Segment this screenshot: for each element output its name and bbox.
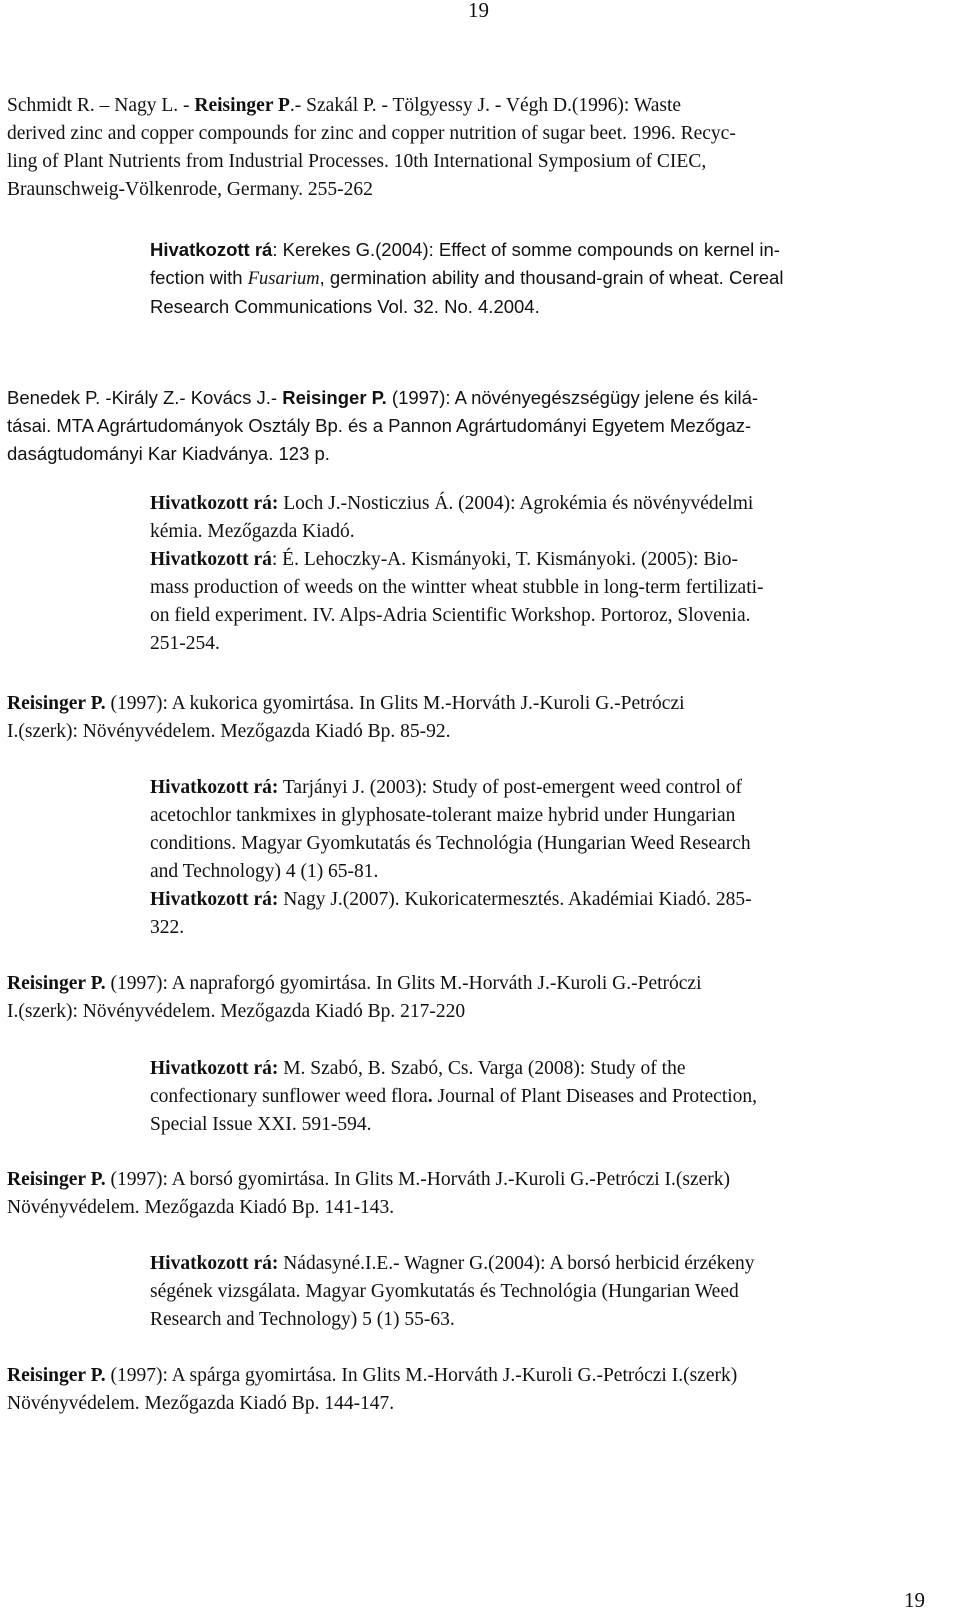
reference-kukorica-1997 <box>7 690 925 746</box>
citation-line: conditions. Magyar Gyomkutatás és Technológia (Hungarian Weed Research <box>150 833 751 854</box>
reference-line: Schmidt R. – Nagy L. - Reisinger P.- Szakál P. - Tölgyessy J. - Végh D.(1996): Waste <box>7 95 682 116</box>
citation-line: 322. <box>150 917 185 938</box>
citation-line: Special Issue XXI. 591-594. <box>150 1114 372 1135</box>
italic-term: Fusarium <box>247 269 320 289</box>
citation-line: Research and Technology) 5 (1) 55-63. <box>150 1309 455 1330</box>
citation-line: acetochlor tankmixes in glyphosate-tolerant maize hybrid under Hungarian <box>150 805 736 826</box>
reference-line: Növényvédelem. Mezőgazda Kiadó Bp. 144-147. <box>7 1393 395 1414</box>
citation-line: ségének vizsgálata. Magyar Gyomkutatás és Technológia (Hungarian Weed <box>150 1281 739 1302</box>
author-highlight: Reisinger P <box>194 95 290 116</box>
citation-loch-lehoczky <box>150 490 925 658</box>
citation-line: on field experiment. IV. Alps-Adria Scientific Workshop. Portoroz, Slovenia. <box>150 605 751 626</box>
reference-line: I.(szerk): Növényvédelem. Mezőgazda Kiadó Bp. 217-220 <box>7 1001 466 1022</box>
reference-line: Braunschweig-Völkenrode, Germany. 255-262 <box>7 179 373 200</box>
reference-line: Reisinger P. (1997): A kukorica gyomirtása. In Glits M.-Horváth J.-Kuroli G.-Petróczi <box>7 693 685 714</box>
cited-by-label: Hivatkozott rá: <box>150 1253 279 1274</box>
reference-napraforgo-1997 <box>7 970 925 1026</box>
reference-line: Reisinger P. (1997): A spárga gyomirtása. In Glits M.-Horváth J.-Kuroli G.-Petróczi I.(szerk) <box>7 1365 738 1386</box>
citation-line: fection with Fusarium, germination ability and thousand-grain of wheat. Cereal <box>150 267 784 289</box>
citation-line: Hivatkozott rá: Nádasyné.I.E.- Wagner G.(2004): A borsó herbicid érzékeny <box>150 1253 755 1274</box>
author-highlight: Reisinger P. <box>7 1365 106 1386</box>
citation-szabo-varga <box>150 1055 925 1139</box>
citation-line: mass production of weeds on the wintter wheat stubble in long-term fertilizati- <box>150 577 764 598</box>
reference-benedek-1997 <box>7 384 925 468</box>
reference-line: ling of Plant Nutrients from Industrial Processes. 10th International Symposium of CIEC, <box>7 151 707 172</box>
author-highlight: Reisinger P. <box>7 973 106 994</box>
citation-line: and Technology) 4 (1) 65-81. <box>150 861 379 882</box>
author-highlight: Reisinger P. <box>7 693 106 714</box>
citation-nadasyne-wagner <box>150 1250 925 1334</box>
page-number-top: 19 <box>468 0 489 22</box>
reference-line: Reisinger P. (1997): A borsó gyomirtása. In Glits M.-Horváth J.-Kuroli G.-Petróczi I.(szerk) <box>7 1169 731 1190</box>
cited-by-label: Hivatkozott rá <box>150 549 272 570</box>
author-highlight: Reisinger P. <box>282 387 387 408</box>
cited-by-label: Hivatkozott rá: <box>150 493 279 514</box>
author-highlight: Reisinger P. <box>7 1169 106 1190</box>
reference-line: Benedek P. -Király Z.- Kovács J.- Reisinger P. (1997): A növényegészségügy jelene és kilá- <box>7 387 759 408</box>
reference-schmidt-1996 <box>7 92 925 204</box>
cited-by-label: Hivatkozott rá: <box>150 889 279 910</box>
reference-line: daságtudományi Kar Kiadványa. 123 p. <box>7 443 330 464</box>
cited-by-label: Hivatkozott rá <box>150 239 273 260</box>
reference-line: tásai. MTA Agrártudományok Osztály Bp. és a Pannon Agrártudományi Egyetem Mezőgaz- <box>7 415 752 436</box>
citation-line: Hivatkozott rá: M. Szabó, B. Szabó, Cs. Varga (2008): Study of the <box>150 1058 686 1079</box>
citation-line: Hivatkozott rá: Kerekes G.(2004): Effect of somme compounds on kernel in- <box>150 239 780 260</box>
citation-line: Research Communications Vol. 32. No. 4.2004. <box>150 296 540 317</box>
citation-line: Hivatkozott rá: Tarjányi J. (2003): Study of post-emergent weed control of <box>150 777 742 798</box>
reference-line: I.(szerk): Növényvédelem. Mezőgazda Kiadó Bp. 85-92. <box>7 721 451 742</box>
cited-by-label: Hivatkozott rá: <box>150 777 279 798</box>
cited-by-label: Hivatkozott rá: <box>150 1058 279 1079</box>
citation-line: Hivatkozott rá: É. Lehoczky-A. Kismányoki, T. Kismányoki. (2005): Bio- <box>150 549 738 570</box>
reference-borso-1997 <box>7 1166 925 1222</box>
reference-line: Növényvédelem. Mezőgazda Kiadó Bp. 141-143. <box>7 1197 395 1218</box>
citation-line: 251-254. <box>150 633 220 654</box>
citation-line: kémia. Mezőgazda Kiadó. <box>150 521 355 542</box>
reference-line: derived zinc and copper compounds for zinc and copper nutrition of sugar beet. 1996. Recyc- <box>7 123 736 144</box>
page-number-bottom: 19 <box>904 1588 925 1612</box>
citation-kerekes-2004 <box>150 236 925 321</box>
citation-tarjanyi-nagy <box>150 774 925 942</box>
reference-sparga-1997 <box>7 1362 925 1418</box>
citation-line: Hivatkozott rá: Loch J.-Nosticzius Á. (2004): Agrokémia és növényvédelmi <box>150 493 754 514</box>
citation-line: confectionary sunflower weed flora. Journal of Plant Diseases and Protection, <box>150 1086 758 1107</box>
citation-line: Hivatkozott rá: Nagy J.(2007). Kukoricatermesztés. Akadémiai Kiadó. 285- <box>150 889 752 910</box>
reference-line: Reisinger P. (1997): A napraforgó gyomirtása. In Glits M.-Horváth J.-Kuroli G.-Petróczi <box>7 973 702 994</box>
